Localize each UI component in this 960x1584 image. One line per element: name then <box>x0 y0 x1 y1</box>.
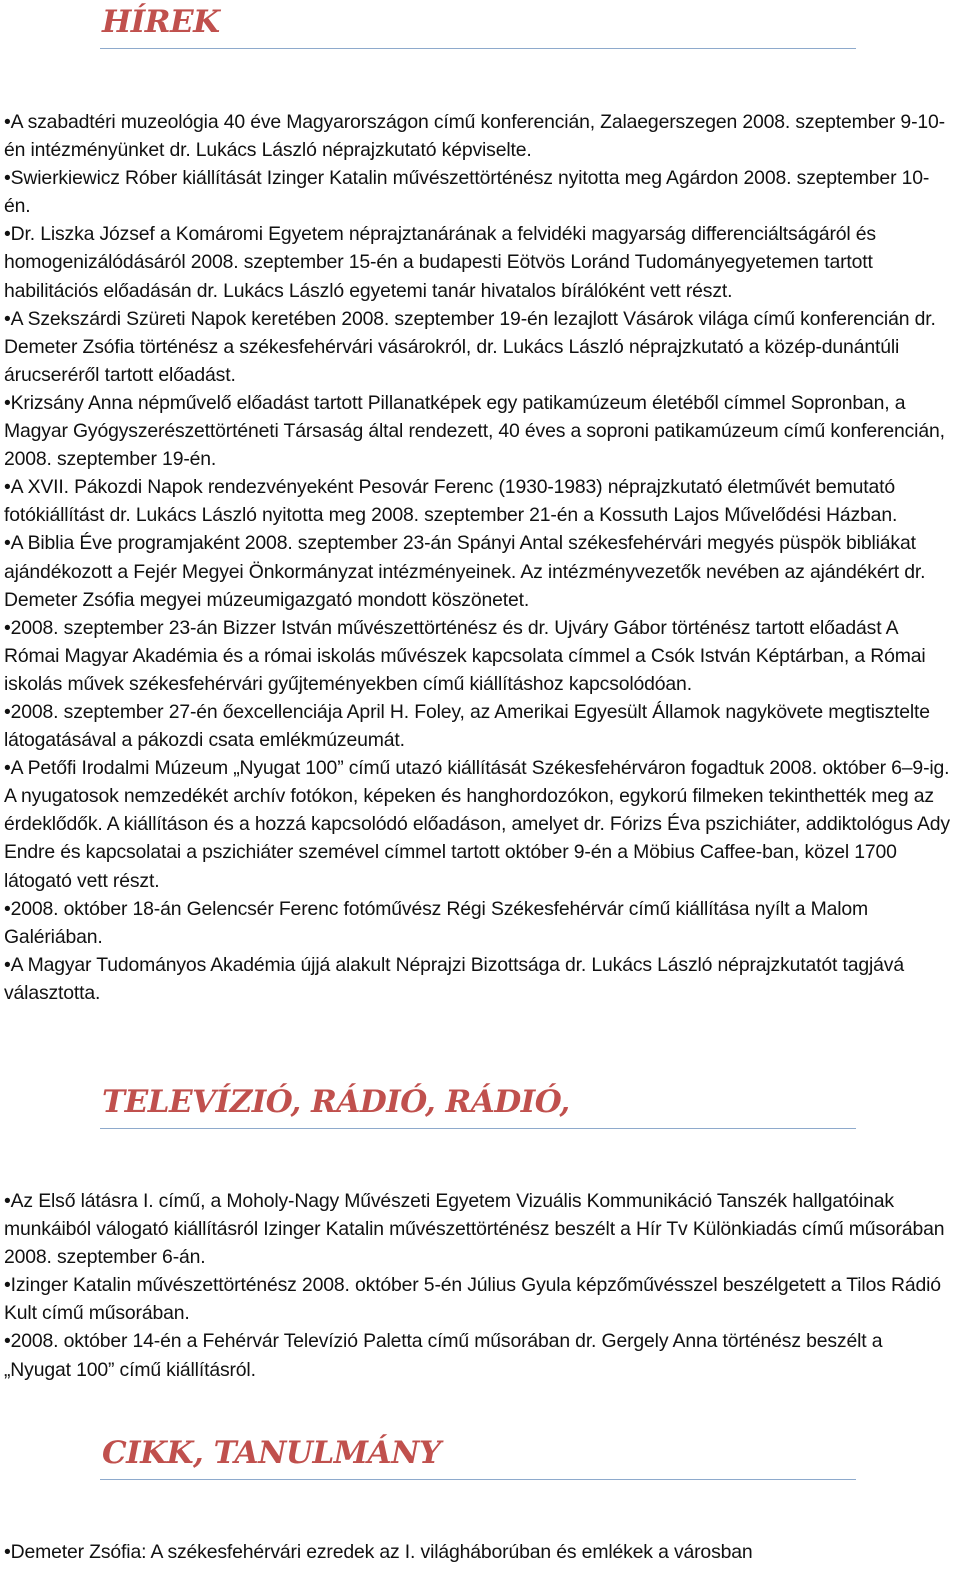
tv-radio-item: • Az Első látásra I. című, a Moholy-Nagy Művészeti Egyetem Vizuális Kommunikáció Tanszék hallgatóinak munkáiból válogató kiállításról Izinger Katalin művészettörténész beszélt a Hír Tv Különkiadás című műsorában 2008. szeptember 6-án. <box>4 1187 950 1271</box>
section-heading: CIKK, TANULMÁNY <box>102 1435 441 1471</box>
news-item: • A Biblia Éve programjaként 2008. szeptember 23-án Spányi Antal székesfehérvári megyés püspök bibliákat ajándékozott a Fejér Megyei Önkormányzat intézményeinek. Az intézményvezetők nevében az ajándékért dr. Demeter Zsófia megyei múzeumigazgató mondott köszönetet. <box>4 529 950 613</box>
tv-radio-list <box>0 1187 960 1384</box>
news-list <box>0 108 960 1007</box>
news-item: • 2008. szeptember 27-én őexcellenciája April H. Foley, az Amerikai Egyesült Államok nagykövete megtisztelte látogatásával a pákozdi csata emlékmúzeumát. <box>4 698 950 754</box>
articles-list <box>0 1538 960 1566</box>
section-articles <box>0 1433 960 1566</box>
news-item: • A Magyar Tudományos Akadémia újjá alakult Néprajzi Bizottsága dr. Lukács László néprajzkutatót tagjává választotta. <box>4 951 950 1007</box>
section-news <box>0 2 960 1007</box>
news-item: • A Petőfi Irodalmi Múzeum „Nyugat 100” című utazó kiállítását Székesfehérváron fogadtuk 2008. október 6–9-ig. A nyugatosok nemzedékét archív fotókon, képeken és hanghordozókon, egykorú filmeken tekinthették meg az érdeklődők. A kiállításon és a hozzá kapcsolódó előadáson, amelyet dr. Fórizs Éva pszichiáter, addiktológus Ady Endre és kapcsolatai a pszichiáter szemével címmel tartott október 9-én a Möbius Caffee-ban, közel 1700 látogató vett részt. <box>4 754 950 894</box>
section-heading: TELEVÍZIÓ, RÁDIÓ, RÁDIÓ, <box>102 1084 570 1120</box>
heading-rule <box>100 1128 856 1129</box>
heading-rule <box>100 48 856 49</box>
news-item: • 2008. szeptember 23-án Bizzer István művészettörténész és dr. Ujváry Gábor történész tartott előadást A Római Magyar Akadémia és a római iskolás művészek kapcsolata címmel a Csók István Képtárban, a Római iskolás művek székesfehérvári gyűjteményekben című kiállításhoz kapcsolódóan. <box>4 614 950 698</box>
article-item: • Demeter Zsófia: A székesfehérvári ezredek az I. világháborúban és emlékek a városban <box>4 1538 950 1566</box>
news-item: • Dr. Liszka József a Komáromi Egyetem néprajztanárának a felvidéki magyarság differenciáltságáról és homogenizálódásáról 2008. szeptember 15-én a budapesti Eötvös Loránd Tudományegyetemen tartott habilitációs előadásán dr. Lukács László egyetemi tanár hivatalos bírálóként vett részt. <box>4 220 950 304</box>
tv-radio-item: • Izinger Katalin művészettörténész 2008. október 5-én Július Gyula képzőművésszel beszélgetett a Tilos Rádió Kult című műsorában. <box>4 1271 950 1327</box>
section-heading: HÍREK <box>102 4 220 40</box>
news-item: • A Szekszárdi Szüreti Napok keretében 2008. szeptember 19-én lezajlott Vásárok világa című konferencián dr. Demeter Zsófia történész a székesfehérvári vásárokról, dr. Lukács László néprajzkutató a közép-dunántúli árucseréről tartott előadást. <box>4 305 950 389</box>
heading-rule <box>100 1479 856 1480</box>
news-item: • Swierkiewicz Róber kiállítását Izinger Katalin művészettörténész nyitotta meg Agárdon 2008. szeptember 10-én. <box>4 164 950 220</box>
news-item: • A XVII. Pákozdi Napok rendezvényeként Pesovár Ferenc (1930-1983) néprajzkutató életművét bemutató fotókiállítást dr. Lukács László nyitotta meg 2008. szeptember 21-én a Kossuth Lajos Művelődési Házban. <box>4 473 950 529</box>
tv-radio-item: • 2008. október 14-én a Fehérvár Televízió Paletta című műsorában dr. Gergely Anna történész beszélt a „Nyugat 100” című kiállításról. <box>4 1327 950 1383</box>
news-item: • 2008. október 18-án Gelencsér Ferenc fotóművész Régi Székesfehérvár című kiállítása nyílt a Malom Galériában. <box>4 895 950 951</box>
section-tv-radio <box>0 1082 960 1384</box>
news-item: • A szabadtéri muzeológia 40 éve Magyarországon című konferencián, Zalaegerszegen 2008. szeptember 9-10-én intézményünket dr. Lukács László néprajzkutató képviselte. <box>4 108 950 164</box>
news-item: • Krizsány Anna népművelő előadást tartott Pillanatképek egy patikamúzeum életéből címmel Sopronban, a Magyar Gyógyszerészettörténeti Társaság által rendezett, 40 éves a soproni patikamúzeum című konferencián, 2008. szeptember 19-én. <box>4 389 950 473</box>
